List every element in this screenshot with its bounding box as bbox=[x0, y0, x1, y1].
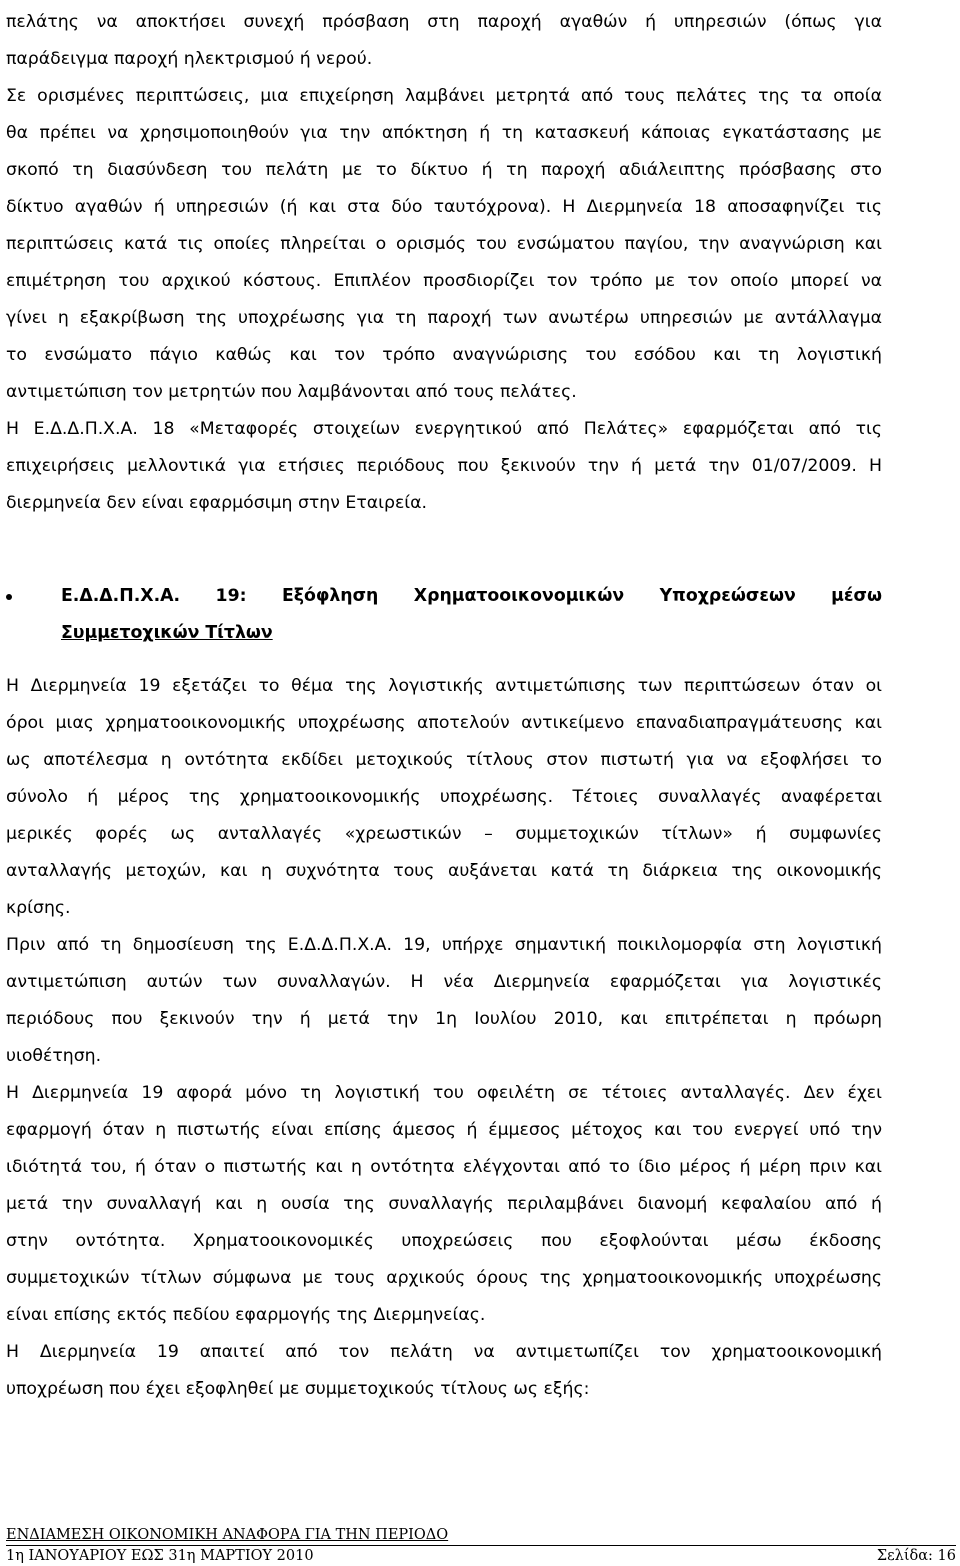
text-line: εφαρμογή όταν η πιστωτής είναι επίσης άμεσος ή έμμεσος μέτοχος και του ενεργεί υπό την bbox=[6, 1120, 882, 1140]
heading-line-2 bbox=[6, 615, 882, 652]
text-line: θα πρέπει να χρησιμοποιηθούν για την απόκτηση ή τη κατασκευή κάποιας εγκατάστασης με bbox=[6, 123, 882, 143]
text-line: πελάτης να αποκτήσει συνεχή πρόσβαση στη παροχή αγαθών ή υπηρεσιών (όπως για bbox=[6, 12, 882, 32]
text-line: Η Διερμηνεία 19 αφορά μόνο τη λογιστική του οφειλέτη σε τέτοιες ανταλλαγές. Δεν έχει bbox=[6, 1083, 882, 1103]
text-line: στην οντότητα. Χρηματοοικονομικές υποχρεώσεις που εξοφλούνται μέσω έκδοσης bbox=[6, 1231, 882, 1251]
document-page bbox=[6, 4, 882, 1408]
text-line: αντιμετώπιση αυτών των συναλλαγών. Η νέα Διερμηνεία εφαρμόζεται για λογιστικές bbox=[6, 972, 882, 992]
spacer bbox=[6, 522, 882, 578]
section-heading bbox=[6, 578, 882, 615]
text-line: Σε ορισμένες περιπτώσεις, μια επιχείρηση λαμβάνει μετρητά από τους πελάτες της τα οποία bbox=[6, 86, 882, 106]
paragraph-6 bbox=[6, 1334, 882, 1408]
text-line: περιπτώσεις κατά τις οποίες πληρείται ο ορισμός του ενσώματου παγίου, την αναγνώριση και bbox=[6, 234, 882, 254]
text-line: σκοπό τη διασύνδεση του πελάτη με το δίκτυο ή τη παροχή αδιάλειπτης πρόσβασης στο bbox=[6, 160, 882, 180]
bullet-icon bbox=[6, 594, 12, 600]
text-line: υιοθέτηση. bbox=[6, 1046, 102, 1066]
text-line: παράδειγμα παροχή ηλεκτρισμού ή νερού. bbox=[6, 49, 373, 69]
text-line: αντιμετώπιση τον μετρητών που λαμβάνονται από τους πελάτες. bbox=[6, 382, 577, 402]
footer-period-text: 1η ΙΑΝΟΥΑΡΙΟΥ ΕΩΣ 31η ΜΑΡΤΙΟΥ 2010 bbox=[6, 1548, 314, 1564]
text-line: υποχρέωση που έχει εξοφληθεί με συμμετοχικούς τίτλους ως εξής: bbox=[6, 1379, 590, 1399]
text-line: είναι επίσης εκτός πεδίου εφαρμογής της Διερμηνείας. bbox=[6, 1305, 486, 1325]
paragraph-2 bbox=[6, 411, 882, 522]
heading-line-1: Ε.Δ.Δ.Π.Χ.Α. 19: Εξόφληση Χρηματοοικονομικών Υποχρεώσεων μέσω bbox=[61, 586, 882, 606]
text-line: το ενσώματο πάγιο καθώς και τον τρόπο αναγνώρισης του εσόδου και τη λογιστική bbox=[6, 345, 882, 365]
text-line: επιχειρήσεις μελλοντικά για ετήσιες περιόδους που ξεκινούν την ή μετά την 01/07/2009. Η bbox=[6, 456, 882, 476]
text-line: Η Διερμηνεία 19 εξετάζει το θέμα της λογιστικής αντιμετώπισης των περιπτώσεων όταν οι bbox=[6, 676, 882, 696]
text-line: ως αποτέλεσμα η οντότητα εκδίδει μετοχικούς τίτλους στον πιστωτή για να εξοφλήσει το bbox=[6, 750, 882, 770]
text-line: όροι μιας χρηματοοικονομικής υποχρέωσης αποτελούν αντικείμενο επαναδιαπραγμάτευσης και bbox=[6, 713, 882, 733]
paragraph-5 bbox=[6, 1075, 882, 1334]
text-line: δίκτυο αγαθών ή υπηρεσιών (ή και στα δύο ταυτόχρονα). Η Διερμηνεία 18 αποσαφηνίζει τις bbox=[6, 197, 882, 217]
text-line: κρίσης. bbox=[6, 898, 71, 918]
paragraph-3 bbox=[6, 668, 882, 927]
text-line: Η Ε.Δ.Δ.Π.Χ.Α. 18 «Μεταφορές στοιχείων ενεργητικού από Πελάτες» εφαρμόζεται από τις bbox=[6, 419, 882, 439]
paragraph-4 bbox=[6, 927, 882, 1075]
text-line: γίνει η εξακρίβωση της υποχρέωσης για τη παροχή των ανωτέρω υπηρεσιών με αντάλλαγμα bbox=[6, 308, 882, 328]
footer-period bbox=[6, 1545, 956, 1566]
text-line: Η Διερμηνεία 19 απαιτεί από τον πελάτη να αντιμετωπίζει τον χρηματοοικονομική bbox=[6, 1342, 882, 1362]
text-line: διερμηνεία δεν είναι εφαρμόσιμη στην Εταιρεία. bbox=[6, 493, 428, 513]
page-number: Σελίδα: 16 bbox=[876, 1548, 956, 1564]
footer-report-title: ΕΝΔΙΑΜΕΣΗ ΟΙΚΟΝΟΜΙΚΗ ΑΝΑΦΟΡΑ ΓΙΑ ΤΗΝ ΠΕΡΙΟΔΟ bbox=[6, 1527, 449, 1543]
spacer bbox=[6, 652, 882, 668]
text-line: περιόδους που ξεκινούν την ή μετά την 1η Ιουλίου 2010, και επιτρέπεται η πρόωρη bbox=[6, 1009, 882, 1029]
text-line: σύνολο ή μέρος της χρηματοοικονομικής υποχρέωσης. Τέτοιες συναλλαγές αναφέρεται bbox=[6, 787, 882, 807]
text-line: ιδιότητά του, ή όταν ο πιστωτής και η οντότητα ελέγχονται από το ίδιο μέρος ή μέρη πριν και bbox=[6, 1157, 882, 1177]
text-line: επιμέτρηση του αρχικού κόστους. Επιπλέον προσδιορίζει τον τρόπο με τον οποίο μπορεί να bbox=[6, 271, 882, 291]
text-line: ανταλλαγής μετοχών, και η συχνότητα τους αυξάνεται κατά τη διάρκεια της οικονομικής bbox=[6, 861, 882, 881]
text-line: μετά την συναλλαγή και η ουσία της συναλλαγής περιλαμβάνει διανομή κεφαλαίου από ή bbox=[6, 1194, 882, 1214]
paragraph-1 bbox=[6, 4, 882, 411]
text-line: μερικές φορές ως ανταλλαγές «χρεωστικών – συμμετοχικών τίτλων» ή συμφωνίες bbox=[6, 824, 882, 844]
heading-line-2-text: Συμμετοχικών Τίτλων bbox=[61, 623, 273, 643]
text-line: Πριν από τη δημοσίευση της Ε.Δ.Δ.Π.Χ.Α. 19, υπήρχε σημαντική ποικιλομορφία στη λογιστική bbox=[6, 935, 882, 955]
text-line: συμμετοχικών τίτλων σύμφωνα με τους αρχικούς όρους της χρηματοοικονομικής υποχρέωσης bbox=[6, 1268, 882, 1288]
